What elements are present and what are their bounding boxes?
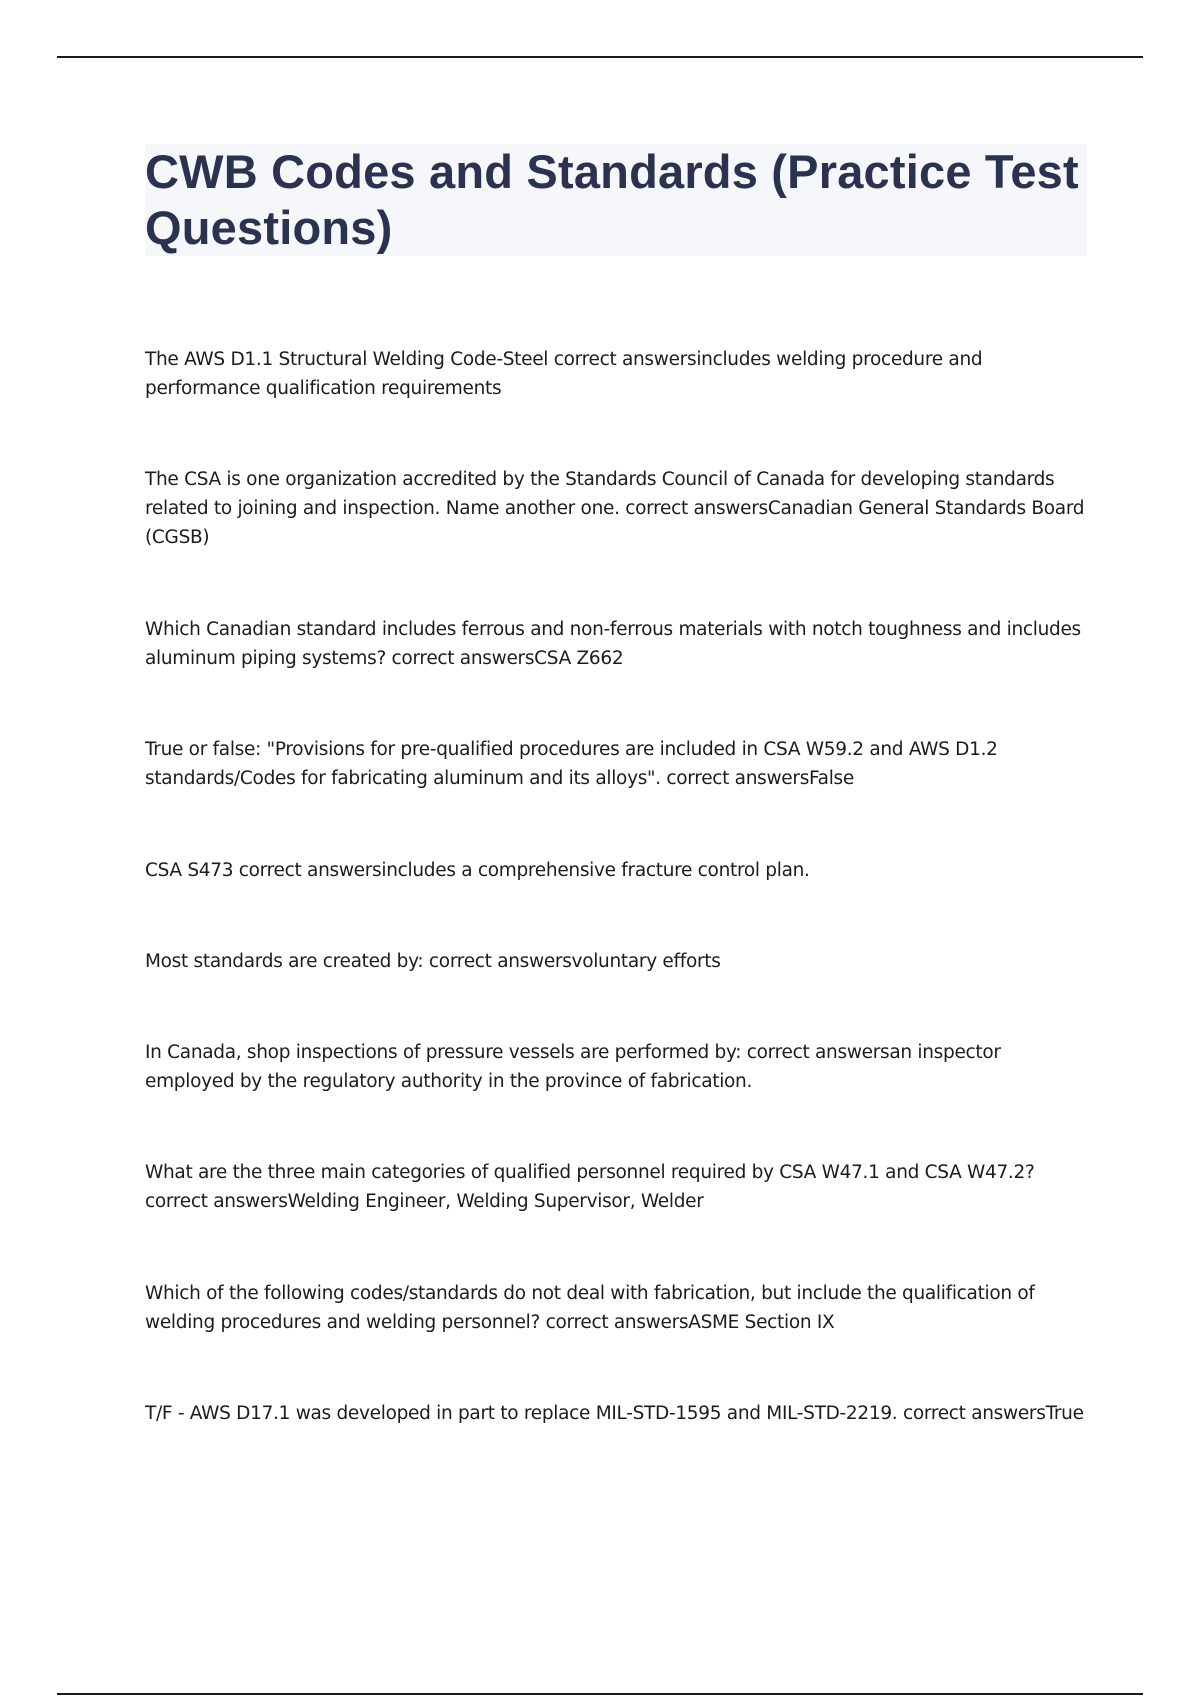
qa-item-4: True or false: "Provisions for pre-qualified procedures are included in CSA W59.2 and AWS D1.2 standards/Codes for fabricating aluminum and its alloys". correct answersFalse [145, 739, 998, 789]
bottom-rule [57, 1693, 1143, 1695]
top-rule [57, 56, 1143, 58]
qa-item-5: CSA S473 correct answersincludes a comprehensive fracture control plan. [145, 860, 810, 881]
qa-item-8: What are the three main categories of qualified personnel required by CSA W47.1 and CSA W47.2? correct answersWelding Engineer, Welding Supervisor, Welder [145, 1162, 1035, 1212]
qa-item-2: The CSA is one organization accredited by the Standards Council of Canada for developing standards related to joining and inspection. Name another one. correct answersCanadian General Standards Board (CGSB) [145, 469, 1085, 548]
title-box [145, 144, 1087, 256]
qa-item-1: The AWS D1.1 Structural Welding Code-Steel correct answersincludes welding procedure and performance qualification requirements [145, 349, 983, 399]
page-title: CWB Codes and Standards (Practice Test Questions) [145, 145, 1079, 254]
qa-item-10: T/F - AWS D17.1 was developed in part to replace MIL-STD-1595 and MIL-STD-2219. correct answersTrue [145, 1403, 1084, 1424]
qa-item-9: Which of the following codes/standards do not deal with fabrication, but include the qualification of welding procedures and welding personnel? correct answersASME Section IX [145, 1283, 1035, 1333]
qa-item-7: In Canada, shop inspections of pressure vessels are performed by: correct answersan inspector employed by the regulatory authority in the province of fabrication. [145, 1042, 1001, 1092]
qa-item-6: Most standards are created by: correct answersvoluntary efforts [145, 951, 721, 972]
qa-item-3: Which Canadian standard includes ferrous and non-ferrous materials with notch toughness and includes aluminum piping systems? correct answersCSA Z662 [145, 619, 1081, 669]
